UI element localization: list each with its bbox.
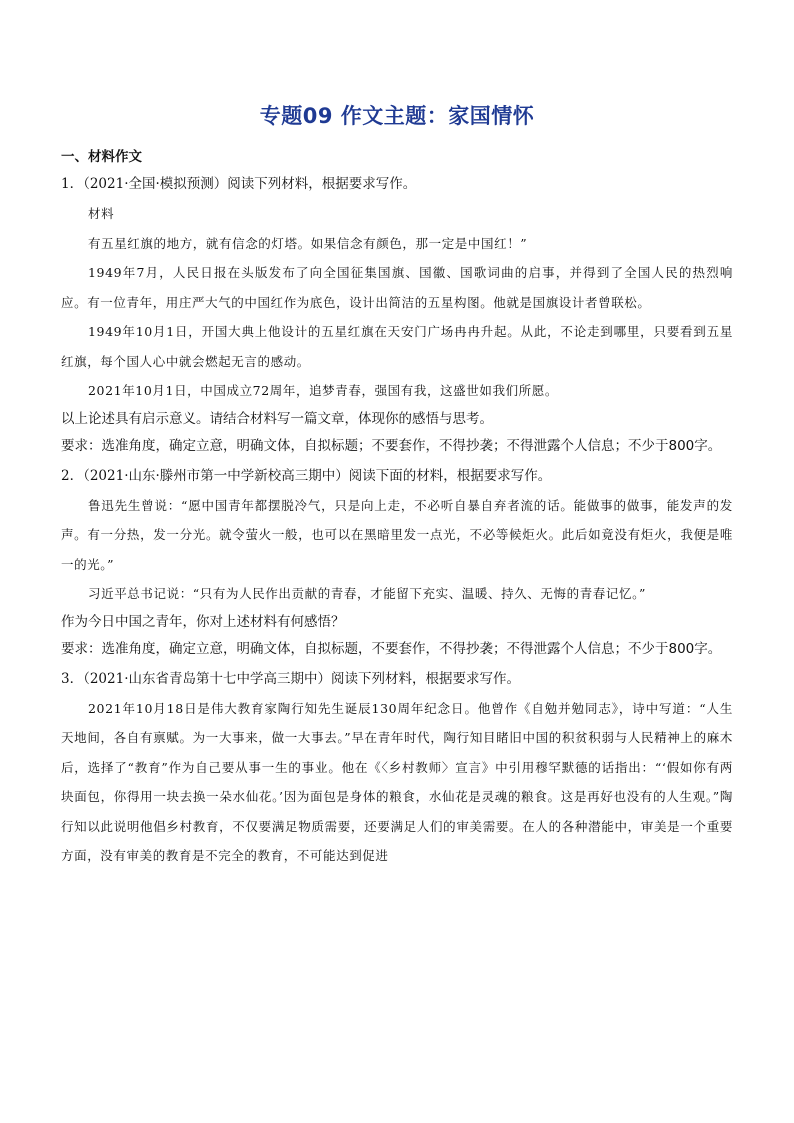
question-3-heading: 3．（2021·山东省青岛第十七中学高三期中）阅读下列材料，根据要求写作。 (61, 670, 520, 687)
question-2-prompt: 作为今日中国之青年，你对上述材料有何感悟？ (61, 613, 345, 630)
question-1-material-label: 材料 (88, 206, 115, 221)
question-2-material-paragraph: 习近平总书记说：“只有为人民作出贡献的青春，才能留下充实、温暖、持久、无悔的青春记忆。” (88, 586, 646, 601)
question-1-material-paragraph: 有五星红旗的地方，就有信念的灯塔。如果信念有颜色，那一定是中国红！” (88, 235, 528, 251)
question-1-prompt: 以上论述具有启示意义。请结合材料写一篇文章，体现你的感悟与思考。 (61, 410, 493, 427)
page-title: 专题09 作文主题：家国情怀 (259, 104, 535, 128)
question-2-heading: 2．（2021·山东·滕州市第一中学新校高三期中）阅读下面的材料，根据要求写作。 (61, 467, 552, 484)
question-2-requirements: 要求：选准角度，确定立意，明确文体，自拟标题，不要套作，不得抄袭；不得泄露个人信息；不少于800字。 (61, 640, 722, 657)
question-3-material-paragraph: 2021年10月18日是伟大教育家陶行知先生诞辰130周年纪念日。他曾作《自勉并勉同志》，诗中写道：“人生天地间，各自有禀赋。为一大事来，做一大事去。”早在青年时代，陶行知目睹旧中国的积贫积弱与人民精神上的麻木后，选择了“教育”作为自己要从事一生的事业。他在《〈乡村教师〉宣言》中引用穆罕默德的话指出：“‘假如你有两块面包，你得用一块去换一朵水仙花。’因为面包是身体的粮食，水仙花是灵魂的粮食。这是再好也没有的人生观。”陶行知以此说明他倡乡村教育，不仅要满足物质需要，还要满足人们的审美需要。在人的各种潜能中，审美是一个重要方面，没有审美的教育是不完全的教育，不可能达到促进 (61, 700, 733, 863)
question-1-material-paragraph: 1949年7月，人民日报在头版发布了向全国征集国旗、国徽、国歌词曲的启事，并得到了全国人民的热烈响应。有一位青年，用庄严大气的中国红作为底色，设计出简洁的五星构图。他就是国旗设计者曾联松。 (61, 265, 733, 310)
question-1-material-paragraph: 2021年10月1日，中国成立72周年，追梦青春，强国有我，这盛世如我们所愿。 (88, 383, 558, 398)
question-1-material-paragraph: 1949年10月1日，开国大典上他设计的五星红旗在天安门广场冉冉升起。从此，不论走到哪里，只要看到五星红旗，每个国人心中就会燃起无言的感动。 (61, 324, 733, 369)
section-heading: 一、材料作文 (61, 149, 142, 165)
question-2-material-paragraph: 鲁迅先生曾说：“愿中国青年都摆脱冷气，只是向上走，不必听自暴自弃者流的话。能做事的做事，能发声的发声。有一分热，发一分光。就令萤火一般，也可以在黑暗里发一点光，不必等候炬火。此后如竟没有炬火，我便是唯一的光。” (61, 497, 733, 572)
question-1-requirements: 要求：选准角度，确定立意，明确文体，自拟标题；不要套作，不得抄袭；不得泄露个人信息；不少于800字。 (61, 437, 722, 454)
question-1-heading: 1．（2021·全国·模拟预测）阅读下列材料，根据要求写作。 (61, 176, 417, 192)
document-body (61, 146, 733, 871)
